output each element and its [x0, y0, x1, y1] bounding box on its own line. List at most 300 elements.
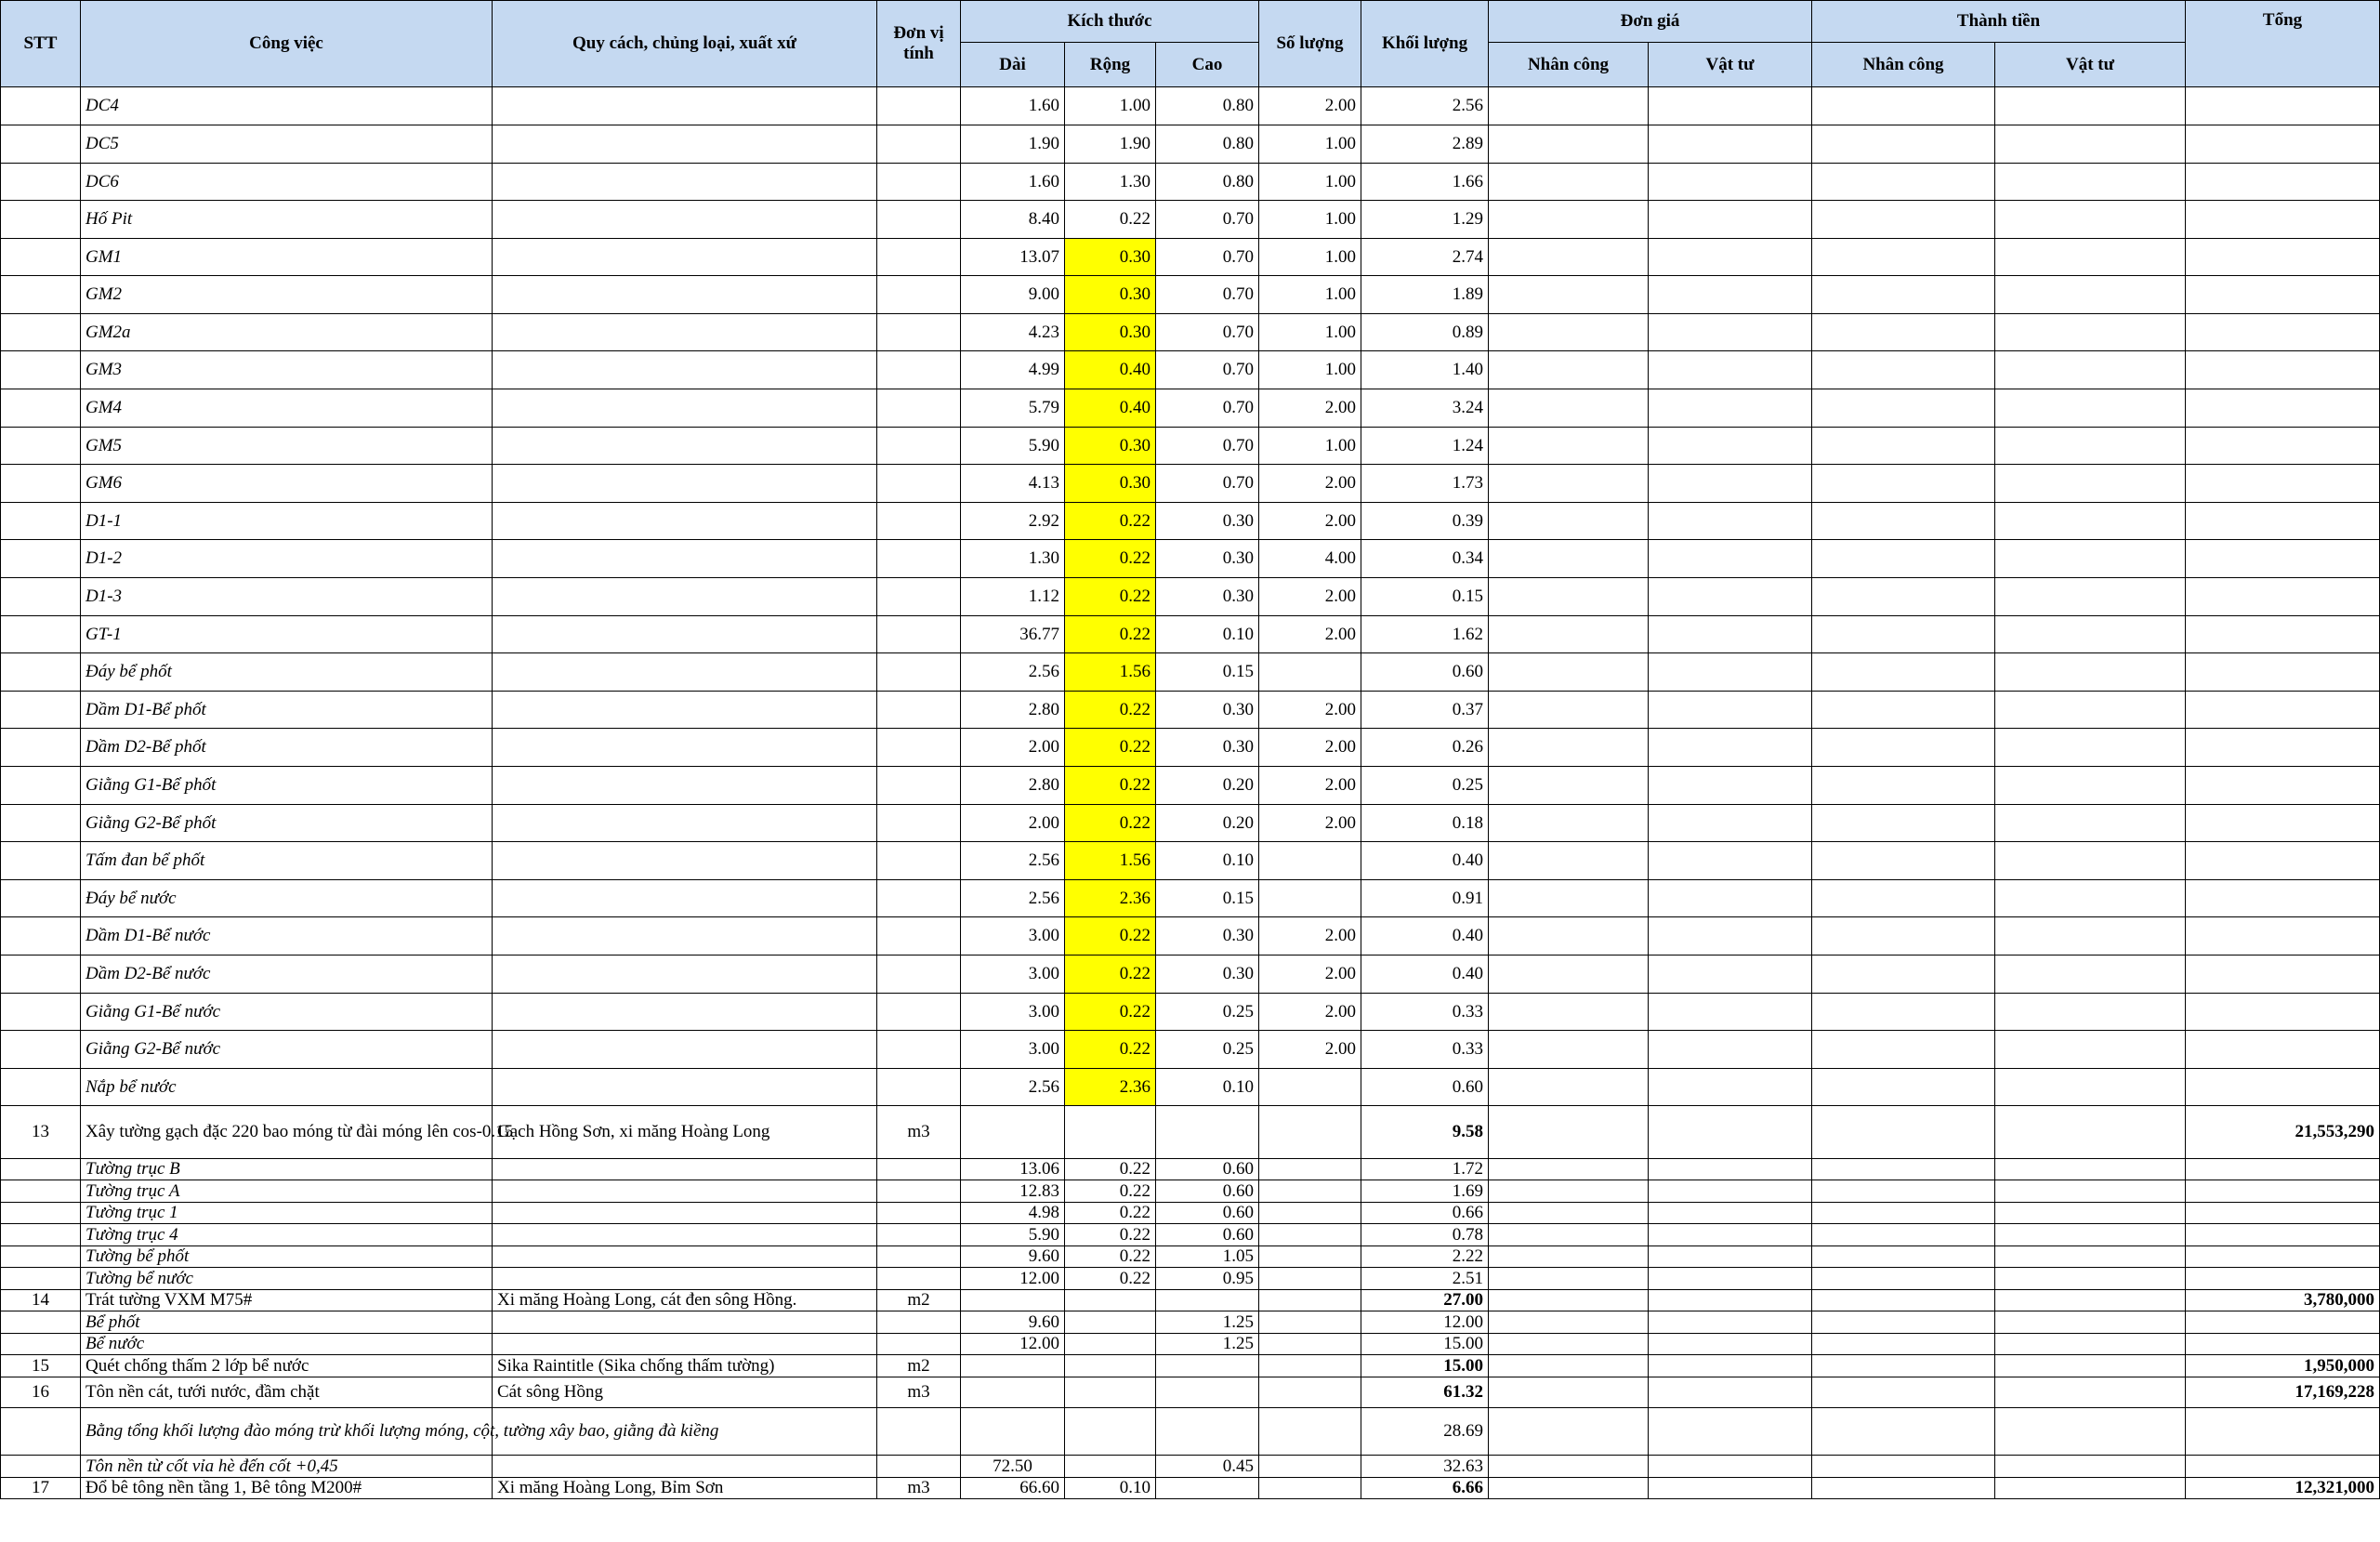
- cell-cao: 0.95: [1156, 1268, 1259, 1290]
- cell-khoi-luong: 1.40: [1361, 351, 1489, 389]
- cell-so-luong: [1259, 1456, 1361, 1478]
- cell-don-gia-nhan-cong: [1489, 616, 1649, 653]
- cell-don-gia-vat-tu: [1649, 540, 1812, 578]
- cell-thanh-tien-vat-tu: [1995, 276, 2186, 314]
- cell-stt: [1, 1334, 81, 1355]
- cell-quy-cach: [493, 956, 877, 994]
- cell-don-gia-nhan-cong: [1489, 201, 1649, 239]
- cell-so-luong: 1.00: [1259, 276, 1361, 314]
- cell-don-gia-vat-tu: [1649, 1180, 1812, 1203]
- cell-quy-cach: [493, 1246, 877, 1268]
- cell-thanh-tien-vat-tu: [1995, 1478, 2186, 1499]
- cell-rong: 1.00: [1065, 87, 1156, 125]
- table-header: [1, 1, 2380, 87]
- cell-stt: [1, 540, 81, 578]
- cell-rong: [1065, 1106, 1156, 1159]
- cell-cao: 0.15: [1156, 653, 1259, 692]
- cell-quy-cach: [493, 465, 877, 503]
- cell-tong: [2186, 201, 2380, 239]
- cell-stt: [1, 880, 81, 917]
- cell-thanh-tien-vat-tu: [1995, 465, 2186, 503]
- cell-so-luong: 1.00: [1259, 164, 1361, 201]
- cell-thanh-tien-nhan-cong: [1812, 1408, 1995, 1456]
- cell-so-luong: [1259, 1203, 1361, 1224]
- cell-cong-viec: D1-1: [81, 503, 493, 540]
- cell-tong: [2186, 1311, 2380, 1334]
- cell-tong: [2186, 540, 2380, 578]
- cell-tong: [2186, 428, 2380, 465]
- cell-don-vi: [877, 917, 961, 956]
- table-row: [1, 276, 2380, 314]
- cell-don-gia-vat-tu: [1649, 1224, 1812, 1246]
- cell-stt: [1, 465, 81, 503]
- cell-cao: 0.30: [1156, 692, 1259, 729]
- cell-don-gia-vat-tu: [1649, 1408, 1812, 1456]
- cell-dai: 12.83: [961, 1180, 1065, 1203]
- cell-rong: 0.22: [1065, 1224, 1156, 1246]
- cell-rong: 0.10: [1065, 1478, 1156, 1499]
- cell-thanh-tien-nhan-cong: [1812, 616, 1995, 653]
- cell-don-vi: [877, 767, 961, 805]
- cell-rong: 0.30: [1065, 276, 1156, 314]
- cell-rong: 1.56: [1065, 653, 1156, 692]
- cell-cao: 0.30: [1156, 578, 1259, 616]
- cell-thanh-tien-nhan-cong: [1812, 1478, 1995, 1499]
- table-row: [1, 503, 2380, 540]
- cell-tong: [2186, 1159, 2380, 1180]
- cell-don-gia-vat-tu: [1649, 1334, 1812, 1355]
- cell-cong-viec: GM3: [81, 351, 493, 389]
- cell-quy-cach: [493, 503, 877, 540]
- cell-tong: [2186, 87, 2380, 125]
- cell-rong: 0.22: [1065, 729, 1156, 767]
- cell-don-gia-vat-tu: [1649, 125, 1812, 164]
- cell-tong: [2186, 1334, 2380, 1355]
- cell-tong: 1,950,000: [2186, 1355, 2380, 1377]
- cell-khoi-luong: 2.51: [1361, 1268, 1489, 1290]
- cell-thanh-tien-vat-tu: [1995, 1180, 2186, 1203]
- cell-so-luong: 2.00: [1259, 692, 1361, 729]
- cell-don-gia-nhan-cong: [1489, 164, 1649, 201]
- cell-cao: 1.25: [1156, 1311, 1259, 1334]
- table-row: [1, 314, 2380, 351]
- cell-stt: 16: [1, 1377, 81, 1408]
- cell-don-gia-nhan-cong: [1489, 994, 1649, 1031]
- cell-dai: [961, 1408, 1065, 1456]
- cell-so-luong: 2.00: [1259, 616, 1361, 653]
- cell-cong-viec: Tường bể nước: [81, 1268, 493, 1290]
- cell-cong-viec: Giằng G2-Bể phốt: [81, 805, 493, 842]
- cell-quy-cach: [493, 1069, 877, 1106]
- cell-don-vi: [877, 465, 961, 503]
- cell-don-gia-vat-tu: [1649, 1106, 1812, 1159]
- cell-khoi-luong: 0.60: [1361, 653, 1489, 692]
- cell-cong-viec: D1-2: [81, 540, 493, 578]
- cell-cao: [1156, 1377, 1259, 1408]
- cell-rong: 0.22: [1065, 994, 1156, 1031]
- cell-tong: [2186, 1268, 2380, 1290]
- cell-tong: [2186, 1246, 2380, 1268]
- table-row: [1, 917, 2380, 956]
- cell-so-luong: 4.00: [1259, 540, 1361, 578]
- cell-don-gia-vat-tu: [1649, 767, 1812, 805]
- table-row: [1, 1311, 2380, 1334]
- cell-cong-viec: Đáy bể nước: [81, 880, 493, 917]
- cell-stt: [1, 1031, 81, 1069]
- cell-don-gia-nhan-cong: [1489, 1290, 1649, 1311]
- cell-thanh-tien-vat-tu: [1995, 616, 2186, 653]
- cell-don-gia-nhan-cong: [1489, 503, 1649, 540]
- table-row: [1, 1456, 2380, 1478]
- cell-rong: 1.90: [1065, 125, 1156, 164]
- cell-thanh-tien-vat-tu: [1995, 428, 2186, 465]
- cell-thanh-tien-nhan-cong: [1812, 1246, 1995, 1268]
- table-row: [1, 201, 2380, 239]
- cell-cong-viec: Đổ bê tông nền tầng 1, Bê tông M200#: [81, 1478, 493, 1499]
- cell-don-gia-nhan-cong: [1489, 1246, 1649, 1268]
- cell-don-vi: [877, 201, 961, 239]
- cell-thanh-tien-vat-tu: [1995, 1069, 2186, 1106]
- cell-don-gia-vat-tu: [1649, 805, 1812, 842]
- cell-rong: 0.30: [1065, 428, 1156, 465]
- cell-tong: [2186, 805, 2380, 842]
- table-row: [1, 1246, 2380, 1268]
- cell-so-luong: 1.00: [1259, 314, 1361, 351]
- cell-thanh-tien-nhan-cong: [1812, 1031, 1995, 1069]
- cell-cong-viec: GM4: [81, 389, 493, 428]
- cell-quy-cach: [493, 1268, 877, 1290]
- cell-quy-cach: [493, 351, 877, 389]
- cell-don-vi: m2: [877, 1290, 961, 1311]
- cell-thanh-tien-vat-tu: [1995, 1031, 2186, 1069]
- cell-cao: 0.10: [1156, 842, 1259, 880]
- cell-thanh-tien-nhan-cong: [1812, 1203, 1995, 1224]
- header-rong: Rộng: [1065, 43, 1156, 87]
- table-row: [1, 842, 2380, 880]
- cell-thanh-tien-vat-tu: [1995, 125, 2186, 164]
- cell-rong: 2.36: [1065, 1069, 1156, 1106]
- cell-stt: [1, 1180, 81, 1203]
- cell-cao: 0.60: [1156, 1224, 1259, 1246]
- cell-so-luong: [1259, 1311, 1361, 1334]
- cell-cong-viec: Dầm D2-Bể phốt: [81, 729, 493, 767]
- cell-stt: 17: [1, 1478, 81, 1499]
- cell-dai: 3.00: [961, 994, 1065, 1031]
- header-kich-thuoc: Kích thước: [961, 1, 1259, 43]
- cell-cong-viec: Bể nước: [81, 1334, 493, 1355]
- cell-thanh-tien-nhan-cong: [1812, 125, 1995, 164]
- cell-so-luong: 1.00: [1259, 351, 1361, 389]
- cell-thanh-tien-vat-tu: [1995, 1268, 2186, 1290]
- cell-khoi-luong: 0.89: [1361, 314, 1489, 351]
- cell-don-gia-nhan-cong: [1489, 880, 1649, 917]
- cell-khoi-luong: 0.66: [1361, 1203, 1489, 1224]
- cell-don-vi: [877, 1311, 961, 1334]
- cell-don-vi: [877, 428, 961, 465]
- cell-tong: [2186, 164, 2380, 201]
- table-row: [1, 805, 2380, 842]
- cell-thanh-tien-nhan-cong: [1812, 1355, 1995, 1377]
- table-row: [1, 1478, 2380, 1499]
- cell-stt: [1, 1224, 81, 1246]
- cell-khoi-luong: 1.24: [1361, 428, 1489, 465]
- cell-cong-viec: Giằng G1-Bể phốt: [81, 767, 493, 805]
- cell-don-gia-vat-tu: [1649, 1290, 1812, 1311]
- cell-don-gia-vat-tu: [1649, 1069, 1812, 1106]
- cell-don-gia-nhan-cong: [1489, 653, 1649, 692]
- table-row: [1, 540, 2380, 578]
- cell-don-vi: [877, 389, 961, 428]
- cell-quy-cach: Cát sông Hồng: [493, 1377, 877, 1408]
- cell-don-vi: [877, 540, 961, 578]
- cell-rong: 0.22: [1065, 1203, 1156, 1224]
- cell-don-gia-nhan-cong: [1489, 1268, 1649, 1290]
- cell-don-vi: [877, 1031, 961, 1069]
- cell-stt: [1, 767, 81, 805]
- cell-don-gia-nhan-cong: [1489, 276, 1649, 314]
- cell-khoi-luong: 15.00: [1361, 1334, 1489, 1355]
- cell-rong: 0.22: [1065, 692, 1156, 729]
- cell-cong-viec: Tường trục A: [81, 1180, 493, 1203]
- cell-so-luong: [1259, 1408, 1361, 1456]
- cell-thanh-tien-nhan-cong: [1812, 956, 1995, 994]
- cell-cao: [1156, 1478, 1259, 1499]
- cell-don-gia-vat-tu: [1649, 389, 1812, 428]
- cell-thanh-tien-vat-tu: [1995, 1355, 2186, 1377]
- cell-cong-viec: DC5: [81, 125, 493, 164]
- cell-cong-viec: GM2a: [81, 314, 493, 351]
- cell-quy-cach: [493, 616, 877, 653]
- cell-tong: [2186, 917, 2380, 956]
- cell-rong: [1065, 1377, 1156, 1408]
- cell-stt: [1, 692, 81, 729]
- cell-cao: 0.70: [1156, 276, 1259, 314]
- header-dai: Dài: [961, 43, 1065, 87]
- table-row: [1, 351, 2380, 389]
- cell-don-vi: [877, 880, 961, 917]
- cell-thanh-tien-nhan-cong: [1812, 428, 1995, 465]
- cell-cong-viec: Bằng tổng khối lượng đào móng trừ khối lượng móng, cột, tường xây bao, giằng đà kiềng: [81, 1408, 493, 1456]
- cell-stt: 13: [1, 1106, 81, 1159]
- cell-quy-cach: [493, 842, 877, 880]
- cell-dai: 3.00: [961, 1031, 1065, 1069]
- header-don-gia-vat-tu: Vật tư: [1649, 43, 1812, 87]
- cell-dai: 2.80: [961, 767, 1065, 805]
- cell-so-luong: [1259, 1478, 1361, 1499]
- cell-quy-cach: [493, 805, 877, 842]
- cell-so-luong: 1.00: [1259, 125, 1361, 164]
- cell-thanh-tien-nhan-cong: [1812, 692, 1995, 729]
- cell-quy-cach: [493, 1159, 877, 1180]
- cell-dai: 4.13: [961, 465, 1065, 503]
- cell-cao: 0.70: [1156, 428, 1259, 465]
- cell-khoi-luong: 0.26: [1361, 729, 1489, 767]
- cell-don-vi: [877, 692, 961, 729]
- cell-rong: 0.22: [1065, 1180, 1156, 1203]
- cell-khoi-luong: 28.69: [1361, 1408, 1489, 1456]
- cell-rong: 0.40: [1065, 389, 1156, 428]
- table-row: [1, 1031, 2380, 1069]
- cell-cao: 0.60: [1156, 1159, 1259, 1180]
- cell-tong: [2186, 767, 2380, 805]
- cell-khoi-luong: 2.89: [1361, 125, 1489, 164]
- cell-rong: 0.22: [1065, 767, 1156, 805]
- cell-cao: 0.10: [1156, 616, 1259, 653]
- cell-stt: [1, 351, 81, 389]
- cell-don-gia-nhan-cong: [1489, 842, 1649, 880]
- cell-don-gia-nhan-cong: [1489, 1069, 1649, 1106]
- cell-thanh-tien-nhan-cong: [1812, 1224, 1995, 1246]
- cell-thanh-tien-vat-tu: [1995, 540, 2186, 578]
- cell-dai: [961, 1355, 1065, 1377]
- cell-don-gia-vat-tu: [1649, 578, 1812, 616]
- table-row: [1, 1224, 2380, 1246]
- cell-stt: [1, 503, 81, 540]
- cell-dai: 12.00: [961, 1334, 1065, 1355]
- cell-tong: [2186, 1408, 2380, 1456]
- cell-cong-viec: DC6: [81, 164, 493, 201]
- cell-thanh-tien-vat-tu: [1995, 1224, 2186, 1246]
- cell-quy-cach: [493, 125, 877, 164]
- cell-don-gia-vat-tu: [1649, 1268, 1812, 1290]
- cell-don-gia-nhan-cong: [1489, 1203, 1649, 1224]
- cell-dai: 1.30: [961, 540, 1065, 578]
- cell-don-vi: [877, 1334, 961, 1355]
- table-row: [1, 692, 2380, 729]
- cell-cong-viec: Giằng G2-Bể nước: [81, 1031, 493, 1069]
- cell-don-gia-nhan-cong: [1489, 351, 1649, 389]
- table-row: [1, 1069, 2380, 1106]
- cell-cao: 0.80: [1156, 164, 1259, 201]
- table-row: [1, 1203, 2380, 1224]
- cell-don-gia-vat-tu: [1649, 1478, 1812, 1499]
- cell-rong: 1.30: [1065, 164, 1156, 201]
- cell-cong-viec: GM2: [81, 276, 493, 314]
- header-so-luong: Số lượng: [1259, 1, 1361, 87]
- cell-don-vi: [877, 276, 961, 314]
- cell-don-gia-vat-tu: [1649, 1355, 1812, 1377]
- cell-so-luong: 2.00: [1259, 729, 1361, 767]
- cell-dai: 2.92: [961, 503, 1065, 540]
- cell-rong: 0.22: [1065, 1246, 1156, 1268]
- cell-stt: [1, 805, 81, 842]
- cell-don-vi: m3: [877, 1377, 961, 1408]
- cell-tong: [2186, 1224, 2380, 1246]
- cell-don-gia-nhan-cong: [1489, 692, 1649, 729]
- cell-cao: 0.70: [1156, 314, 1259, 351]
- header-tong: Tổng: [2186, 1, 2380, 87]
- cell-don-gia-vat-tu: [1649, 465, 1812, 503]
- cell-don-gia-nhan-cong: [1489, 1159, 1649, 1180]
- cell-don-vi: [877, 1159, 961, 1180]
- cell-thanh-tien-nhan-cong: [1812, 276, 1995, 314]
- cell-khoi-luong: 1.66: [1361, 164, 1489, 201]
- cell-stt: 15: [1, 1355, 81, 1377]
- cell-don-gia-vat-tu: [1649, 351, 1812, 389]
- cell-rong: [1065, 1334, 1156, 1355]
- cell-so-luong: [1259, 1377, 1361, 1408]
- cell-tong: 3,780,000: [2186, 1290, 2380, 1311]
- cell-quy-cach: [493, 1180, 877, 1203]
- cell-thanh-tien-vat-tu: [1995, 351, 2186, 389]
- cell-so-luong: [1259, 1268, 1361, 1290]
- cell-quy-cach: [493, 917, 877, 956]
- cell-khoi-luong: 0.33: [1361, 1031, 1489, 1069]
- cell-thanh-tien-vat-tu: [1995, 880, 2186, 917]
- cell-thanh-tien-vat-tu: [1995, 239, 2186, 276]
- cell-stt: [1, 842, 81, 880]
- cell-thanh-tien-nhan-cong: [1812, 729, 1995, 767]
- cell-thanh-tien-nhan-cong: [1812, 1268, 1995, 1290]
- cell-thanh-tien-vat-tu: [1995, 164, 2186, 201]
- cell-tong: [2186, 1031, 2380, 1069]
- cell-so-luong: 2.00: [1259, 917, 1361, 956]
- cell-rong: 0.22: [1065, 1159, 1156, 1180]
- cell-tong: [2186, 314, 2380, 351]
- cell-quy-cach: [493, 428, 877, 465]
- table-row: [1, 1290, 2380, 1311]
- cell-rong: 2.36: [1065, 880, 1156, 917]
- cell-don-vi: [877, 729, 961, 767]
- cell-tong: [2186, 465, 2380, 503]
- cell-cong-viec: DC4: [81, 87, 493, 125]
- cell-stt: [1, 1159, 81, 1180]
- cell-stt: [1, 1246, 81, 1268]
- cell-thanh-tien-nhan-cong: [1812, 842, 1995, 880]
- cell-don-vi: [877, 616, 961, 653]
- cell-khoi-luong: 0.33: [1361, 994, 1489, 1031]
- cell-thanh-tien-nhan-cong: [1812, 1377, 1995, 1408]
- cell-cao: [1156, 1106, 1259, 1159]
- cell-dai: 2.56: [961, 880, 1065, 917]
- cell-tong: [2186, 653, 2380, 692]
- cell-tong: [2186, 578, 2380, 616]
- cell-dai: 2.80: [961, 692, 1065, 729]
- cell-cong-viec: Dầm D1-Bể phốt: [81, 692, 493, 729]
- cell-cao: 0.15: [1156, 880, 1259, 917]
- cell-don-gia-nhan-cong: [1489, 578, 1649, 616]
- cell-don-gia-nhan-cong: [1489, 87, 1649, 125]
- cell-don-gia-vat-tu: [1649, 428, 1812, 465]
- cell-cong-viec: Tường bể phốt: [81, 1246, 493, 1268]
- cell-dai: 66.60: [961, 1478, 1065, 1499]
- cell-don-gia-vat-tu: [1649, 917, 1812, 956]
- cell-don-gia-nhan-cong: [1489, 805, 1649, 842]
- table-row: [1, 1159, 2380, 1180]
- cell-don-vi: [877, 503, 961, 540]
- cell-thanh-tien-vat-tu: [1995, 1456, 2186, 1478]
- cell-don-gia-vat-tu: [1649, 1159, 1812, 1180]
- cell-don-vi: [877, 87, 961, 125]
- cell-thanh-tien-vat-tu: [1995, 692, 2186, 729]
- cell-rong: 0.30: [1065, 239, 1156, 276]
- cell-dai: 3.00: [961, 956, 1065, 994]
- cell-tong: [2186, 956, 2380, 994]
- cell-thanh-tien-nhan-cong: [1812, 164, 1995, 201]
- cell-quy-cach: [493, 729, 877, 767]
- cell-thanh-tien-vat-tu: [1995, 842, 2186, 880]
- cell-khoi-luong: 6.66: [1361, 1478, 1489, 1499]
- cell-khoi-luong: 0.18: [1361, 805, 1489, 842]
- cell-cong-viec: Bể phốt: [81, 1311, 493, 1334]
- cell-quy-cach: [493, 87, 877, 125]
- cell-cao: 0.80: [1156, 125, 1259, 164]
- cell-khoi-luong: 0.37: [1361, 692, 1489, 729]
- cell-stt: [1, 956, 81, 994]
- cell-so-luong: [1259, 1180, 1361, 1203]
- cell-khoi-luong: 0.91: [1361, 880, 1489, 917]
- header-cong-viec: Công việc: [81, 1, 493, 87]
